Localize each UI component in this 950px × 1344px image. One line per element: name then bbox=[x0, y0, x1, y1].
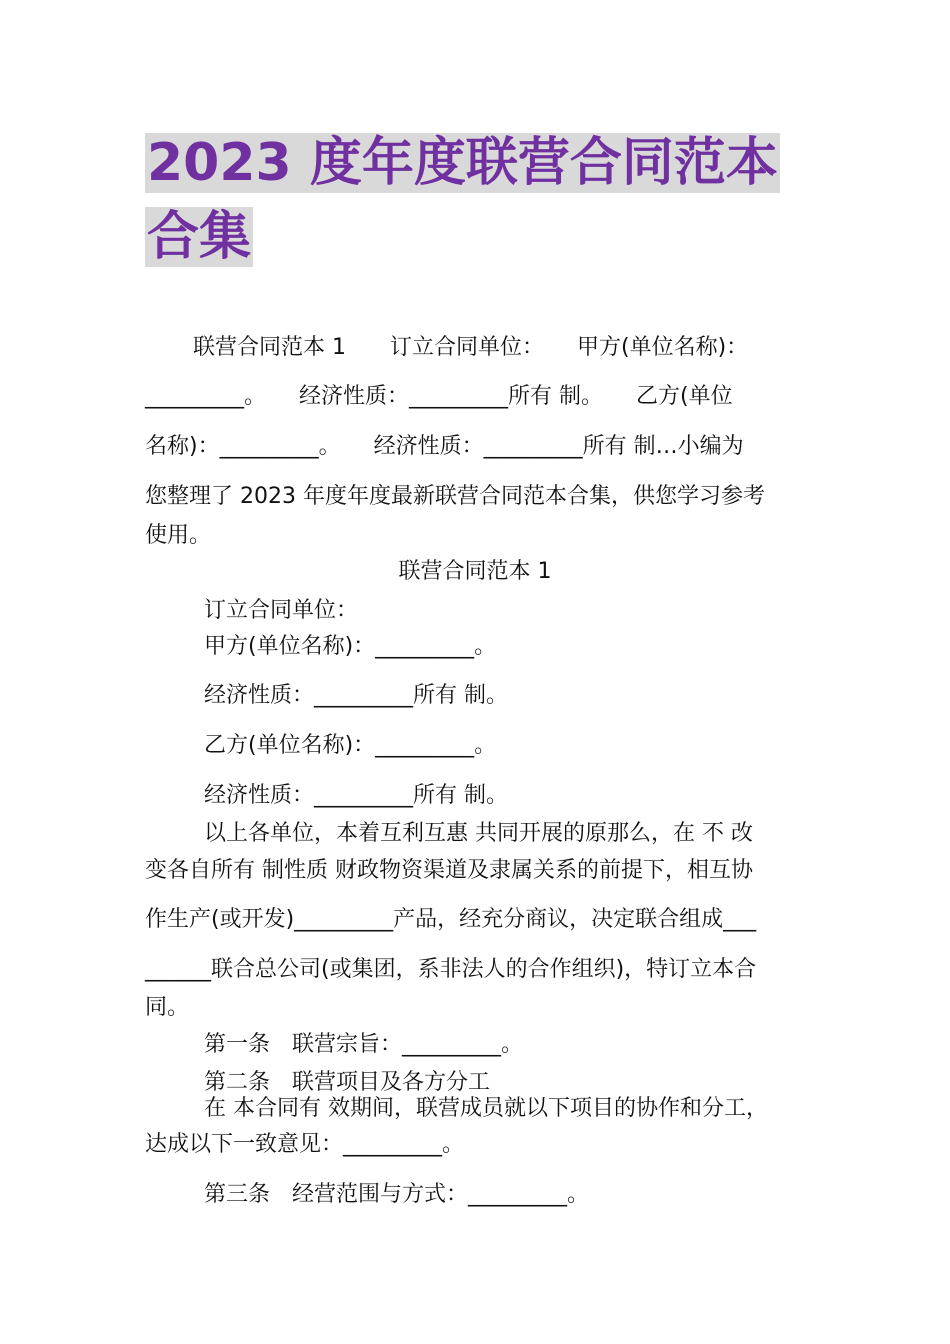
preamble-line: 作生产(或开发)_________产品，经充分商议，决定联合组成___ bbox=[145, 907, 757, 932]
article-1: 第一条 联营宗旨：_________。 bbox=[204, 1032, 524, 1057]
title-line-1: 2023 度年度联营合同范本 bbox=[147, 133, 778, 193]
preamble-line: 变各自所有 制性质 财政物资渠道及隶属关系的前提下，相互协 bbox=[145, 858, 753, 883]
intro-line: 联营合同范本 1 订立合同单位： 甲方(单位名称)： bbox=[193, 335, 749, 360]
unit-label: 订立合同单位： bbox=[204, 598, 359, 623]
party-a: 甲方(单位名称)：_________。 bbox=[204, 634, 497, 659]
intro-line: 您整理了 2023 年度年度最新联营合同范本合集，供您学习参考 bbox=[145, 484, 765, 509]
preamble-line: 同。 bbox=[145, 995, 190, 1020]
article-2-text: 达成以下一致意见：_________。 bbox=[145, 1132, 465, 1157]
preamble-line: ______联合总公司(或集团，系非法人的合作组织)，特订立本合 bbox=[145, 957, 757, 982]
preamble-line: 以上各单位，本着互利互惠 共同开展的原那么，在 不 改 bbox=[204, 821, 753, 846]
nature-a: 经济性质：_________所有 制。 bbox=[204, 683, 508, 708]
intro-line: 名称)：_________。 经济性质：_________所有 制…小编为 bbox=[145, 434, 744, 459]
article-2-text: 在 本合同有 效期间，联营成员就以下项目的协作和分工， bbox=[204, 1096, 768, 1121]
article-2: 第二条 联营项目及各方分工 bbox=[204, 1070, 491, 1095]
title-line-2: 合集 bbox=[147, 207, 252, 267]
intro-line: 使用。 bbox=[145, 523, 212, 548]
party-b: 乙方(单位名称)：_________。 bbox=[204, 733, 497, 758]
intro-line: _________。 经济性质：_________所有 制。 乙方(单位 bbox=[145, 384, 733, 409]
section-heading: 联营合同范本 1 bbox=[398, 559, 552, 584]
article-3: 第三条 经营范围与方式：_________。 bbox=[204, 1182, 590, 1207]
nature-b: 经济性质：_________所有 制。 bbox=[204, 783, 508, 808]
